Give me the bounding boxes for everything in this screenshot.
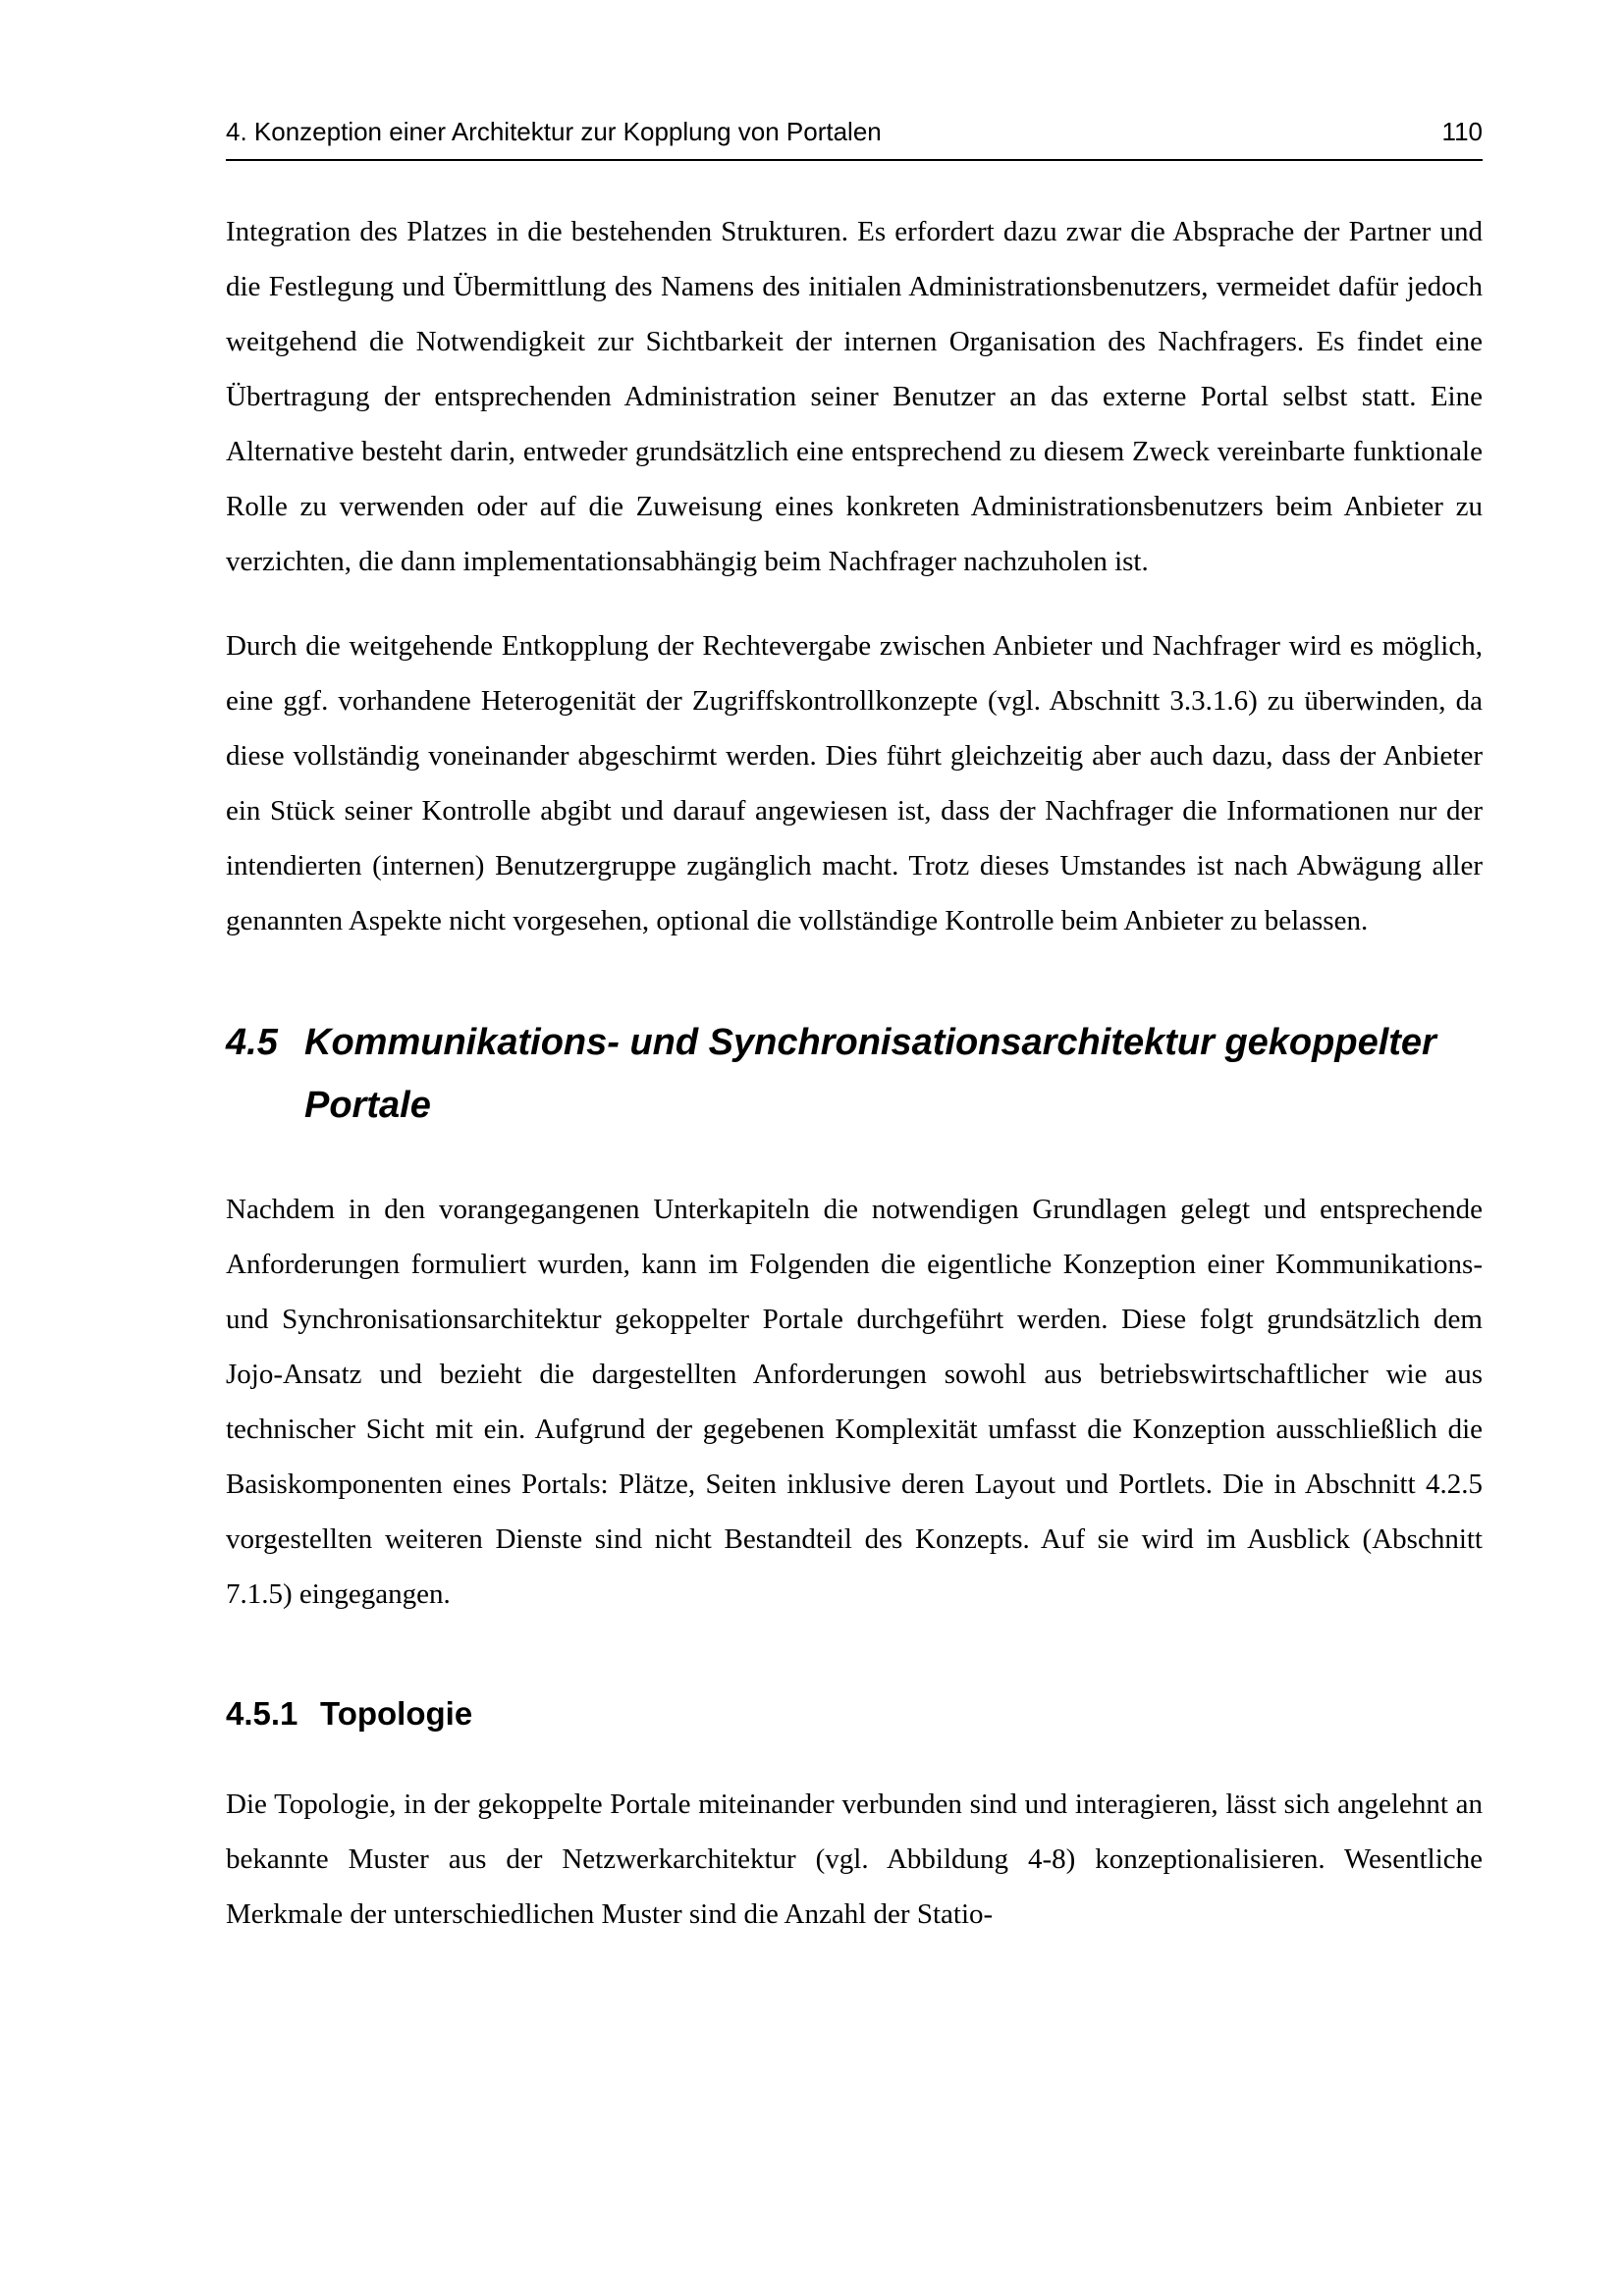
section-heading-number: 4.5 [226, 1022, 278, 1063]
paragraph-1: Integration des Platzes in die bestehenden Strukturen. Es erfordert dazu zwar die Absprache der Partner und die Festlegung und Übermittlung des Namens des initialen Administrationsbenutzers, vermeidet dafür jedoch weitgehend die Notwendigkeit zur Sichtbarkeit der internen Organisation des Nachfragers. Es findet eine Übertragung der entsprechenden Administration seiner Benutzer an das externe Portal selbst statt. Eine Alternative besteht darin, entweder grundsätzlich eine entsprechend zu diesem Zweck vereinbarte funktionale Rolle zu verwenden oder auf die Zuweisung eines konkreten Administrationsbenutzers beim Anbieter zu verzichten, die dann implementationsabhängig beim Nachfrager nachzuholen ist. [226, 216, 1483, 577]
subsection-heading-number: 4.5.1 [226, 1695, 298, 1732]
paragraph-3: Nachdem in den vorangegangenen Unterkapiteln die notwendigen Grundlagen gelegt und entsprechende Anforderungen formuliert wurden, kann im Folgenden die eigentliche Konzeption einer Kommunikations- und Synchronisationsarchitektur gekoppelter Portale durchgeführt werden. Diese folgt grundsätzlich dem Jojo-Ansatz und bezieht die dargestellten Anforderungen sowohl aus betriebswirtschaftlicher wie aus technischer Sicht mit ein. Aufgrund der gegebenen Komplexität umfasst die Konzeption ausschließlich die Basiskomponenten eines Portals: Plätze, Seiten inklusive deren Layout und Portlets. Die in Abschnitt 4.2.5 vorgestellten weiteren Dienste sind nicht Bestandteil des Konzepts. Auf sie wird im Ausblick (Abschnitt 7.1.5) eingegangen. [226, 1194, 1483, 1610]
page-number: 110 [1441, 117, 1483, 146]
paragraph-4: Die Topologie, in der gekoppelte Portale miteinander verbunden sind und interagieren, lässt sich angelehnt an bekannte Muster aus der Netzwerkarchitektur (vgl. Abbildung 4-8) konzeptionalisieren. Wesentliche Merkmale der unterschiedlichen Muster sind die Anzahl der Statio- [226, 1789, 1483, 1930]
page-header [226, 116, 1483, 161]
paragraph-2: Durch die weitgehende Entkopplung der Rechtevergabe zwischen Anbieter und Nachfrager wird es möglich, eine ggf. vorhandene Heterogenität der Zugriffskontrollkonzepte (vgl. Abschnitt 3.3.1.6) zu überwinden, da diese vollständig voneinander abgeschirmt werden. Dies führt gleichzeitig aber auch dazu, dass der Anbieter ein Stück seiner Kontrolle abgibt und darauf angewiesen ist, dass der Nachfrager die Informationen nur der intendierten (internen) Benutzergruppe zugänglich macht. Trotz dieses Umstandes ist nach Abwägung aller genannten Aspekte nicht vorgesehen, optional die vollständige Kontrolle beim Anbieter zu belassen. [226, 630, 1483, 936]
subsection-heading-title: Topologie [320, 1695, 473, 1732]
running-title: 4. Konzeption einer Architektur zur Kopplung von Portalen [226, 117, 882, 146]
page-body [226, 204, 1483, 1942]
section-heading-4-5 [226, 1011, 1483, 1137]
section-heading-title: Kommunikations- und Synchronisationsarchitektur gekoppelter Portale [304, 1022, 1436, 1126]
subsection-heading-4-5-1 [226, 1692, 1483, 1735]
